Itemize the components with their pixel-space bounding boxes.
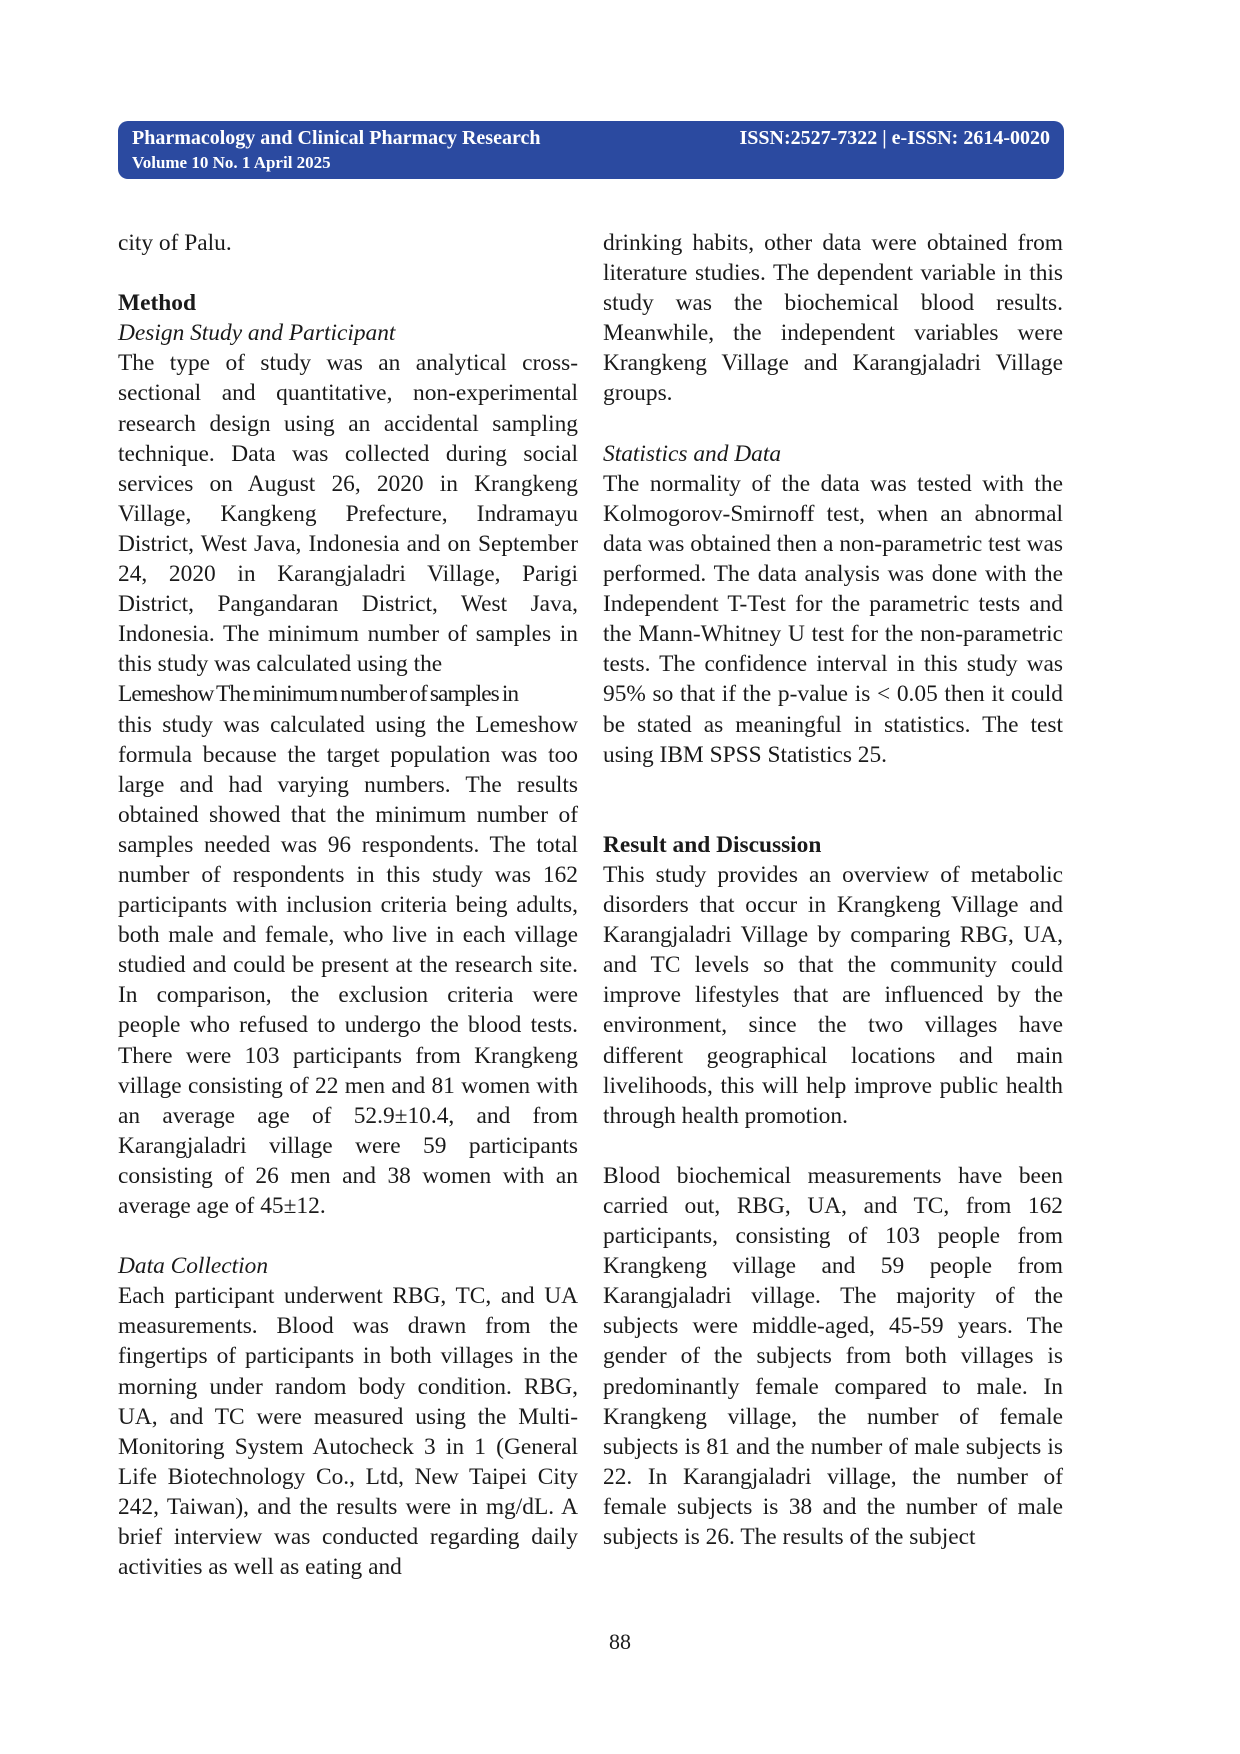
design-subheading: Design Study and Participant xyxy=(118,320,396,347)
stats-subheading: Statistics and Data xyxy=(603,440,782,467)
method-heading: Method xyxy=(118,290,196,317)
design-paragraph-c: this study was calculated using the Lemeshow formula because the target population was too large and had varying numbers. The results obtained showed that the minimum number of samples needed was 96 respondents. The total number of respondents in this study was 162 participants with inclusion criteria being adults, both male and female, who live in each village studied and could be present at the research site. In comparison, the exclusion criteria were people who refused to undergo the blood tests. There were 103 participants from Krangkeng village consisting of 22 men and 81 women with an average age of 52.9±10.4, and from Karangjaladri village were 59 participants consisting of 26 men and 38 women with an average age of 45±12. xyxy=(118,711,578,1219)
right-column xyxy=(603,228,1063,1552)
journal-issn: ISSN:2527-7322 | e-ISSN: 2614-0020 xyxy=(739,127,1050,149)
collection-paragraph: Each participant underwent RBG, TC, and UA measurements. Blood was drawn from the fingertips of participants in both villages in the morning under random body condition. RBG, UA, and TC were measured using the Multi-Monitoring System Autocheck 3 in 1 (General Life Biotechnology Co., Ltd, New Taipei City 242, Taiwan), and the results were in mg/dL. A brief interview was conducted regarding daily activities as well as eating and xyxy=(118,1283,578,1581)
journal-title: Pharmacology and Clinical Pharmacy Research xyxy=(132,127,541,149)
continuation-paragraph: drinking habits, other data were obtained from literature studies. The dependent variable in this study was the biochemical blood results. Meanwhile, the independent variables were Krangkeng Village and Karangjaladri Village groups. xyxy=(603,230,1063,407)
journal-header-bar xyxy=(118,121,1064,179)
stats-paragraph: The normality of the data was tested with the Kolmogorov-Smirnoff test, when an abnormal data was obtained then a non-parametric test was performed. The data analysis was done with the Independent T-Test for the parametric tests and the Mann-Whitney U test for the non-parametric tests. The confidence interval in this study was 95% so that if the p-value is < 0.05 then it could be stated as meaningful in statistics. The test using IBM SPSS Statistics 25. xyxy=(603,470,1063,768)
page-number: 88 xyxy=(609,1629,631,1654)
result-heading: Result and Discussion xyxy=(603,831,822,858)
left-column xyxy=(118,228,578,1582)
result-paragraph-1: This study provides an overview of metabolic disorders that occur in Krangkeng Village and Karangjaladri Village by comparing RBG, UA, and TC levels so that the community could improve lifestyles that are influenced by the environment, since the two villages have different geographical locations and main livelihoods, this will help improve public health through health promotion. xyxy=(603,861,1063,1129)
design-paragraph-b: Lemeshow The minimum number of samples in xyxy=(118,681,519,708)
journal-volume: Volume 10 No. 1 April 2025 xyxy=(132,153,331,172)
continuation-text: city of Palu. xyxy=(118,230,232,256)
design-paragraph-a: The type of study was an analytical cross-sectional and quantitative, non-experimental research design using an accidental sampling technique. Data was collected during social services on August 26, 2020 in Krangkeng Village, Kangkeng Prefecture, Indramayu District, West Java, Indonesia and on September 24, 2020 in Karangjaladri Village, Parigi District, Pangandaran District, West Java, Indonesia. The minimum number of samples in this study was calculated using the xyxy=(118,350,578,678)
collection-subheading: Data Collection xyxy=(118,1253,269,1280)
result-paragraph-2: Blood biochemical measurements have been carried out, RBG, UA, and TC, from 162 participants, consisting of 103 people from Krangkeng village and 59 people from Karangjaladri village. The majority of the subjects were middle-aged, 45-59 years. The gender of the subjects from both villages is predominantly female compared to male. In Krangkeng village, the number of female subjects is 81 and the number of male subjects is 22. In Karangjaladri village, the number of female subjects is 38 and the number of male subjects is 26. The results of the subject xyxy=(603,1162,1063,1551)
